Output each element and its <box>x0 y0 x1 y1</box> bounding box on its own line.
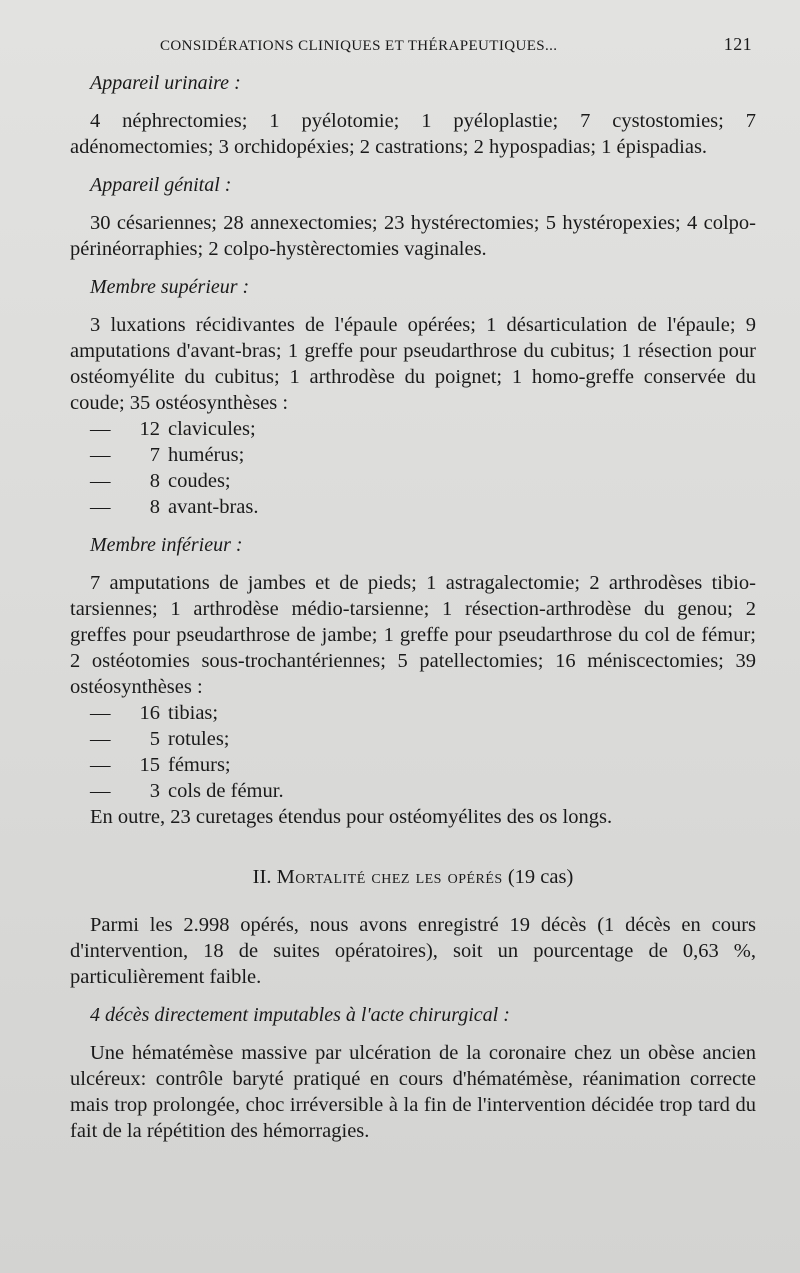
section-title-text: Mortalité chez les opérés <box>276 866 503 888</box>
page-body <box>70 70 756 1156</box>
paragraph: 7 amputations de jambes et de pieds; 1 astragalectomie; 2 arthrodèses tibio-tarsiennes; 1 arthrodèse médio-tarsienne; 1 résection-arthrodèse du genou; 2 greffes pour pseudarthrose de jambe; 1 greffe pour pseudarthrose du col de fémur; 2 ostéotomies sous-trochantériennes; 5 patellectomies; 16 méniscectomies; 39 ostéosynthèses : <box>70 572 756 698</box>
list-item: — 3 cols de fémur. <box>90 780 284 802</box>
section-appareil-genital <box>70 172 756 262</box>
section-heading: Appareil urinaire : <box>90 72 241 94</box>
list-item: — 12 clavicules; <box>90 418 256 440</box>
section-heading: Appareil génital : <box>90 174 232 196</box>
paragraph: 3 luxations récidivantes de l'épaule opérées; 1 désarticulation de l'épaule; 9 amputations d'avant-bras; 1 greffe pour pseudarthrose du cubitus; 1 résection pour ostéomyélite du cubitus; 1 arthrodèse du poignet; 1 homo-greffe conservée du coude; 35 ostéosynthèses : <box>70 314 756 414</box>
paragraph: 4 néphrectomies; 1 pyélotomie; 1 pyéloplastie; 7 cystostomies; 7 adénomectomies; 3 orchidopéxies; 2 castrations; 2 hypospadias; 1 épispadias. <box>70 110 756 158</box>
list-item: — 15 fémurs; <box>90 754 231 776</box>
section-count: (19 cas) <box>507 866 574 888</box>
paragraph: En outre, 23 curetages étendus pour ostéomyélites des os longs. <box>90 806 613 828</box>
list-item: — 8 coudes; <box>90 470 231 492</box>
section-heading: Membre inférieur : <box>90 534 243 556</box>
section-membre-superieur <box>70 274 756 520</box>
section-heading: Membre supérieur : <box>90 276 250 298</box>
section-appareil-urinaire <box>70 70 756 160</box>
list-item: — 16 tibias; <box>90 702 219 724</box>
list-item: — 5 rotules; <box>90 728 230 750</box>
paragraph: 30 césariennes; 28 annexectomies; 23 hystérectomies; 5 hystéropexies; 4 colpo-périnéorraphies; 2 colpo-hystèrectomies vaginales. <box>70 212 756 260</box>
list-item: — 7 humérus; <box>90 444 245 466</box>
page-number: 121 <box>723 34 752 54</box>
running-title: CONSIDÉRATIONS CLINIQUES ET THÉRAPEUTIQUES... <box>160 38 558 54</box>
section-ii-title <box>70 864 756 890</box>
osteosynthesis-list <box>70 416 756 520</box>
section-heading: 4 décès directement imputables à l'acte chirurgical : <box>90 1004 510 1026</box>
paragraph: Parmi les 2.998 opérés, nous avons enregistré 19 décès (1 décès en cours d'intervention, 18 de suites opératoires), soit un pourcentage de 0,63 %, particulièrement faible. <box>70 914 756 988</box>
paragraph: Une hématémèse massive par ulcération de la coronaire chez un obèse ancien ulcéreux: contrôle baryté pratiqué en cours d'hématémèse, réanimation correcte mais trop prolongée, choc irréversible à la fin de l'intervention décidée trop tard du fait de la répétition des hémorragies. <box>70 1042 756 1142</box>
section-deces-imputables <box>70 1002 756 1144</box>
mortality-summary <box>70 912 756 990</box>
running-header <box>160 34 752 55</box>
list-item: — 8 avant-bras. <box>90 496 259 518</box>
section-membre-inferieur <box>70 532 756 830</box>
section-number: II. <box>252 866 272 888</box>
osteosynthesis-list <box>70 700 756 804</box>
